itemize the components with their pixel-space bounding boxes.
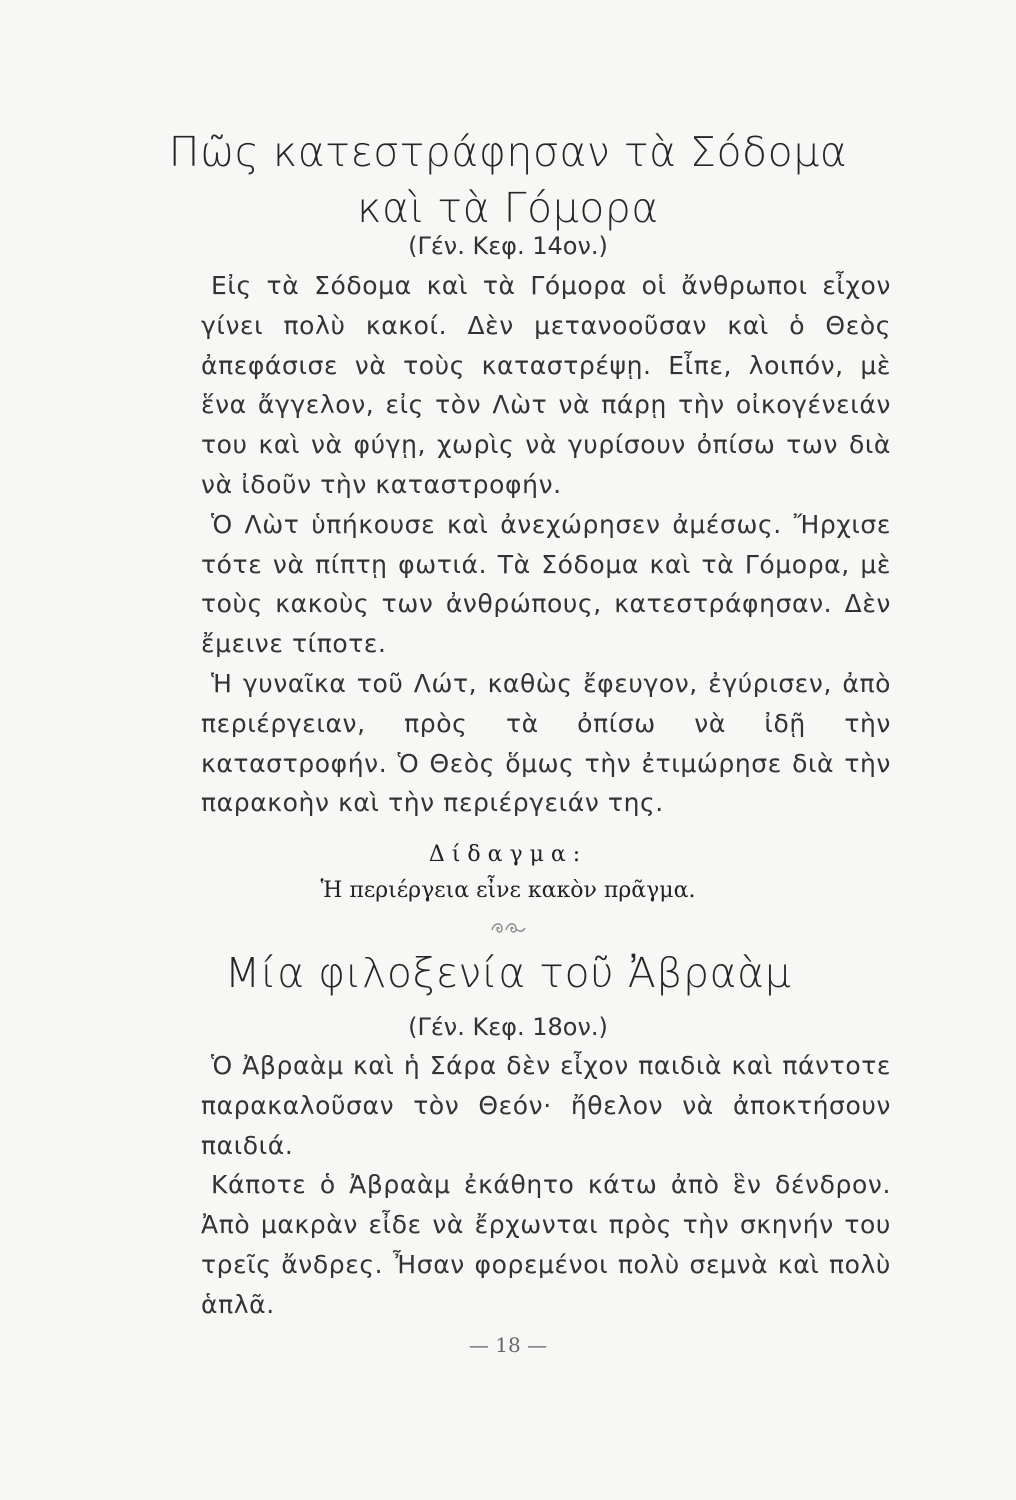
moral-lesson: [120, 837, 896, 909]
section-title-line-1: Πῶς κατεστράφησαν τὰ Σόδομα: [168, 128, 848, 176]
section-2-body: [201, 1046, 891, 1325]
bible-reference-genesis-18: (Γέν. Κεφ. 18ον.): [408, 1013, 608, 1041]
paragraph-3: Ἡ γυναῖκα τοῦ Λώτ, καθὼς ἔφευγον, ἐγύρισεν, ἀπὸ περιέργειαν, πρὸς τὰ ὀπίσω νὰ ἰδῇ τὴν καταστροφήν. Ὁ Θεὸς ὅμως τὴν ἐτιμώρησε διὰ τὴν παρακοὴν καὶ τὴν περιέργειάν της.: [201, 668, 891, 818]
section-title-sodom-gomorrah: [120, 124, 896, 236]
paragraph-1: Εἰς τὰ Σόδομα καὶ τὰ Γόμορα οἱ ἄνθρωποι εἶχον γίνει πολὺ κακοί. Δὲν μετανοοῦσαν καὶ ὁ Θεὸς ἀπεφάσισε νὰ τοὺς καταστρέψῃ. Εἶπε, λοιπόν, μὲ ἕνα ἄγγελον, εἰς τὸν Λὼτ νὰ πάρῃ τὴν οἰκογένειάν του καὶ νὰ φύγῃ, χωρὶς νὰ γυρίσουν ὀπίσω των διὰ νὰ ἰδοῦν τὴν καταστροφήν.: [201, 271, 891, 499]
bible-reference-genesis-14: (Γέν. Κεφ. 14ον.): [408, 232, 608, 260]
section-title-line-2: καὶ τὰ Γόμορα: [357, 184, 659, 232]
page-number: — 18 —: [468, 1333, 548, 1357]
paragraph-5: Κάποτε ὁ Ἀβραὰμ ἐκάθητο κάτω ἀπὸ ἓν δένδρον. Ἀπὸ μακρὰν εἶδε νὰ ἔρχωνται πρὸς τὴν σκηνήν του τρεῖς ἄνδρες. Ἦσαν φορεμένοι πολὺ σεμνὰ καὶ πολὺ ἁπλᾶ.: [201, 1170, 891, 1319]
section-1-body: [201, 266, 891, 823]
section-title-abraham-hospitality: Μία φιλοξενία τοῦ Ἀβραὰμ: [224, 949, 792, 997]
paragraph-2: Ὁ Λὼτ ὑπήκουσε καὶ ἀνεχώρησεν ἀμέσως. Ἤρχισε τότε νὰ πίπτῃ φωτιά. Τὰ Σόδομα καὶ τὰ Γόμορα, μὲ τοὺς κακοὺς των ἀνθρώπους, κατεστράφησαν. Δὲν ἔμεινε τίποτε.: [201, 509, 891, 659]
vine-scroll-ornament-icon: [488, 918, 528, 938]
moral-title: Δίδαγμα:: [428, 842, 588, 867]
moral-text: Ἡ περιέργεια εἶνε κακὸν πρᾶγμα.: [320, 878, 696, 903]
paragraph-4: Ὁ Ἀβραὰμ καὶ ἡ Σάρα δὲν εἶχον παιδιὰ καὶ πάντοτε παρακαλοῦσαν τὸν Θεόν· ἤθελον νὰ ἀποκτήσουν παιδιά.: [201, 1051, 891, 1160]
